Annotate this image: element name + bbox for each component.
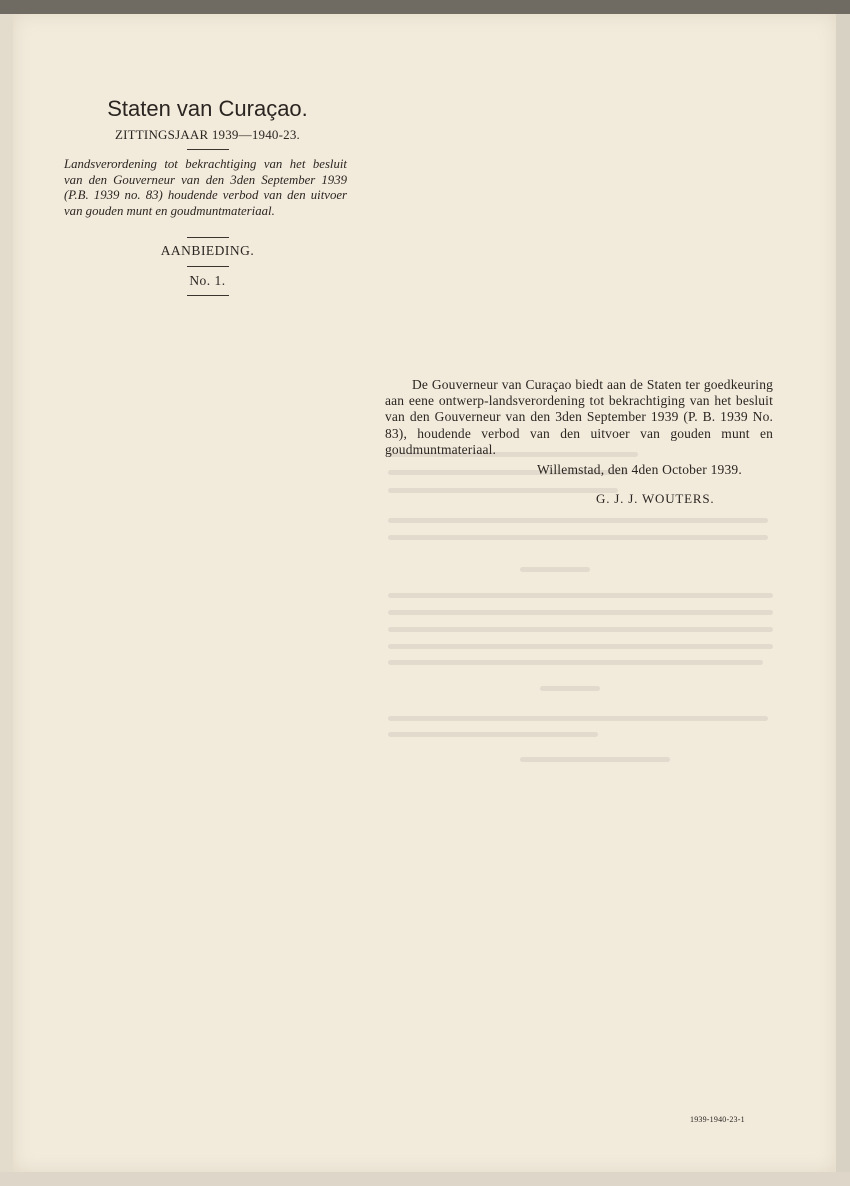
page-title: Staten van Curaçao. [107, 96, 308, 121]
divider [187, 149, 229, 150]
scan-top-edge [0, 0, 850, 14]
document-number: No. 1. [189, 273, 226, 288]
session-year: ZITTINGSJAAR 1939—1940-23. [114, 127, 301, 142]
divider [187, 295, 229, 296]
body-paragraph: De Gouverneur van Curaçao biedt aan de Staten ter goedkeuring aan eene ontwerp-landsverordening tot bekrachtiging van het besluit van den Gouverneur van den 3den September 1939 (P. B. 1939 No. 83), houdende verbod van den uitvoer van gouden munt en goudmuntmateriaal. [385, 377, 773, 457]
footer-code: 1939-1940-23-1 [690, 1115, 745, 1124]
subject-paragraph: Landsverordening tot bekrachtiging van het besluit van den Gouverneur van den 3den September 1939 (P.B. 1939 no. 83) houdende verbod van den uitvoer van gouden munt en goudmuntmateriaal. [64, 157, 347, 218]
document-type: AANBIEDING. [160, 243, 255, 258]
scan-bottom-edge [0, 1172, 850, 1186]
divider [187, 237, 229, 238]
divider [187, 266, 229, 267]
scan-left-edge [0, 14, 13, 1172]
scan-right-edge [836, 14, 850, 1186]
signatory: G. J. J. WOUTERS. [596, 491, 715, 506]
place-date: Willemstad, den 4den October 1939. [537, 462, 742, 477]
